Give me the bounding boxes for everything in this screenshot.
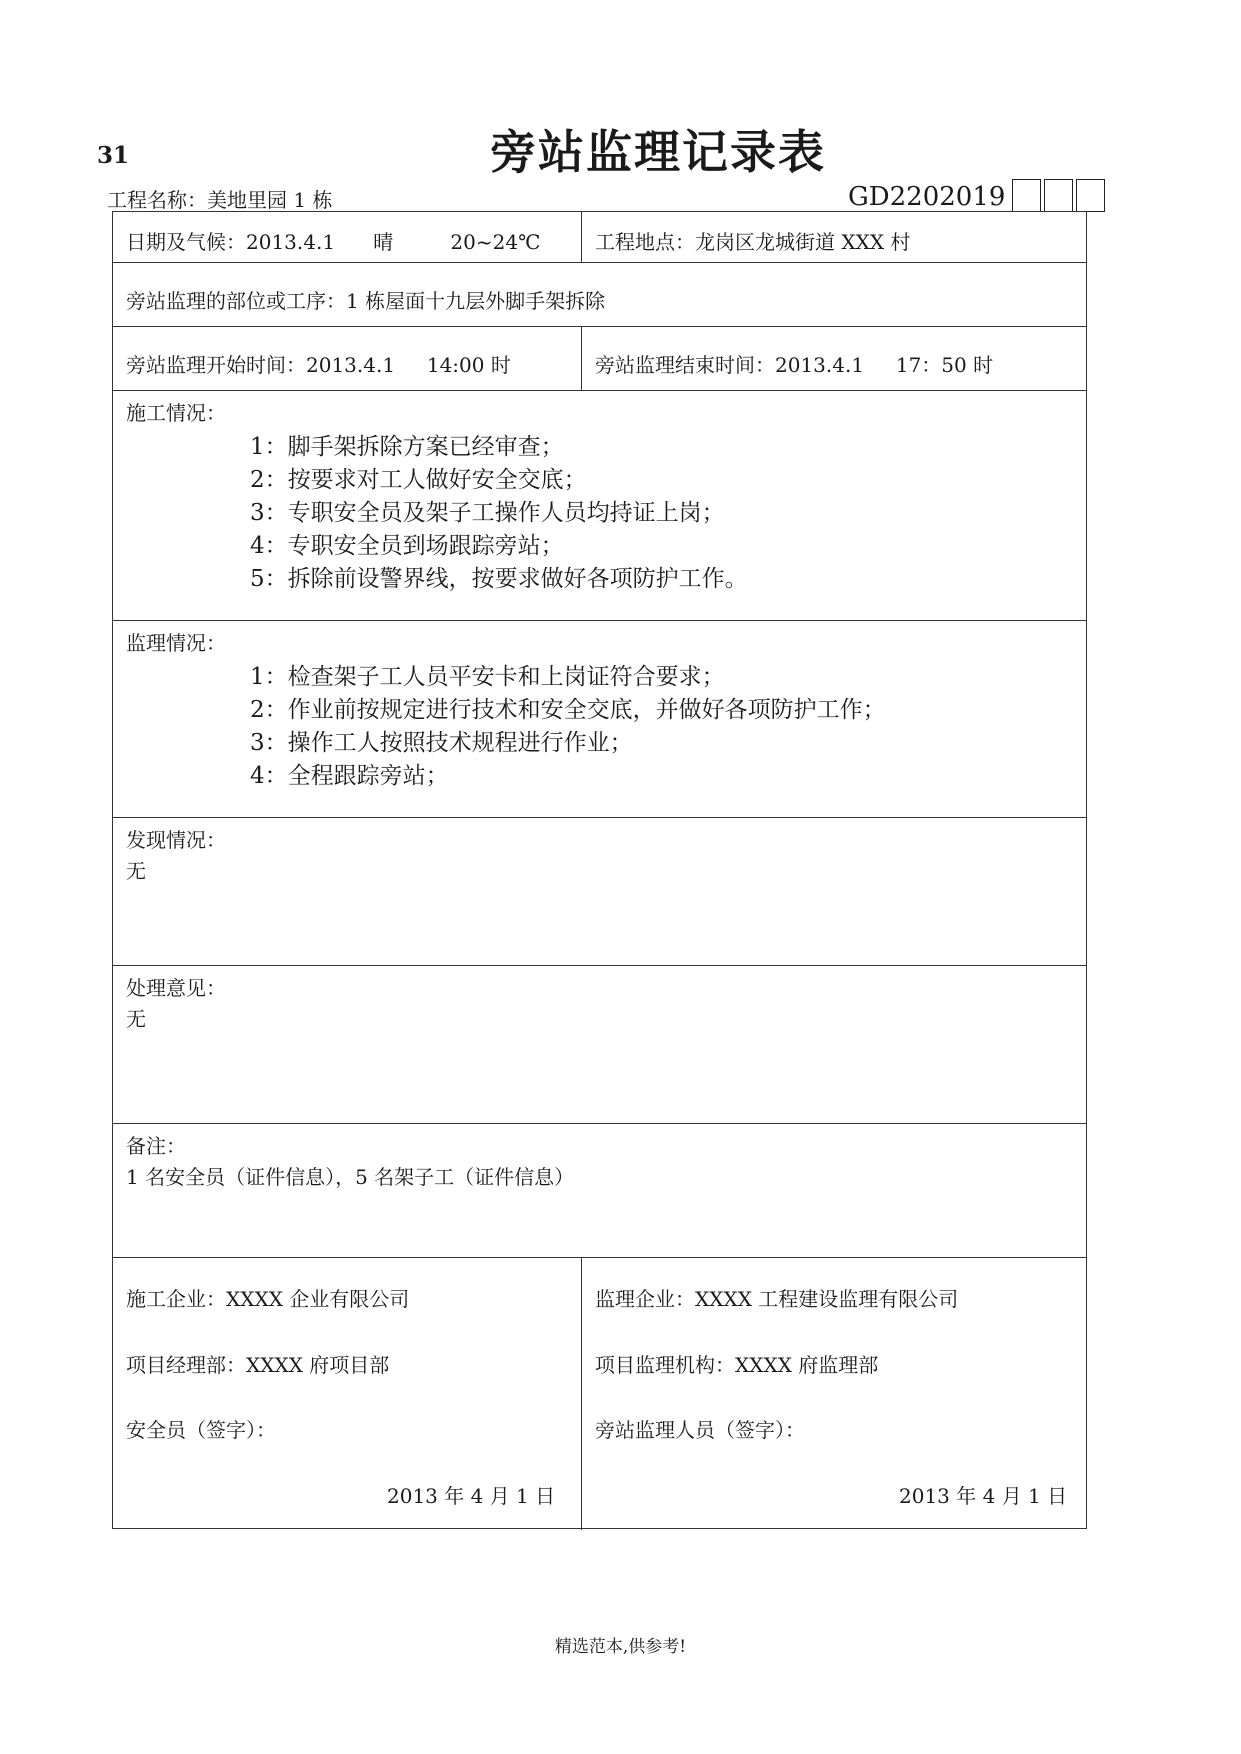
- project-name: 工程名称：美地里园 1 栋: [107, 188, 333, 212]
- list-item: 4：全程跟踪旁站；: [250, 763, 449, 789]
- record-table: [112, 211, 1087, 1529]
- footer-note: 精选范本,供参考!: [554, 1637, 687, 1657]
- row-supervised-part: [113, 263, 1086, 327]
- list-item: 5：拆除前设警界线，按要求做好各项防护工作。: [250, 566, 748, 592]
- project-department: 项目经理部：XXXX 府项目部: [126, 1353, 390, 1377]
- code-checkbox-3[interactable]: [1076, 179, 1105, 212]
- construction-label: 施工情况：: [126, 401, 226, 425]
- list-item: 3：专职安全员及架子工操作人员均持证上岗；: [250, 500, 725, 526]
- supervision-company: 监理企业：XXXX 工程建设监理有限公司: [595, 1287, 959, 1311]
- opinion-label: 处理意见：: [126, 976, 226, 1000]
- remarks-text: 1 名安全员（证件信息），5 名架子工（证件信息）: [126, 1165, 575, 1189]
- project-location: 工程地点：龙岗区龙城街道 XXX 村: [595, 230, 911, 254]
- left-sign-date: 2013 年 4 月 1 日: [387, 1484, 556, 1508]
- page-title: 旁站监理记录表: [490, 125, 826, 179]
- safety-officer-signature: 安全员（签字）：: [126, 1418, 276, 1442]
- opinion-text: 无: [126, 1007, 146, 1031]
- code-checkbox-1[interactable]: [1012, 179, 1041, 212]
- form-code-group: [848, 178, 1105, 212]
- construction-company: 施工企业：XXXX 企业有限公司: [126, 1287, 410, 1311]
- row-date-location: [113, 212, 1086, 263]
- supervision-label: 监理情况：: [126, 631, 226, 655]
- column-divider: [581, 212, 582, 262]
- findings-text: 无: [126, 859, 146, 883]
- section-supervision: [113, 621, 1086, 818]
- supervision-department: 项目监理机构：XXXX 府监理部: [595, 1353, 879, 1377]
- list-item: 3：操作工人按照技术规程进行作业；: [250, 730, 633, 756]
- date-weather: 日期及气候：2013.4.1 晴 20~24℃: [126, 230, 541, 254]
- section-signatures: [113, 1258, 1086, 1530]
- column-divider: [581, 327, 582, 390]
- remarks-label: 备注：: [126, 1134, 186, 1158]
- section-findings: [113, 818, 1086, 966]
- right-sign-date: 2013 年 4 月 1 日: [899, 1484, 1068, 1508]
- section-remarks: [113, 1124, 1086, 1258]
- page-number: 31: [97, 142, 130, 169]
- end-time: 旁站监理结束时间：2013.4.1 17：50 时: [595, 353, 994, 377]
- list-item: 1：检查架子工人员平安卡和上岗证符合要求；: [250, 664, 725, 690]
- code-checkbox-2[interactable]: [1044, 179, 1073, 212]
- column-divider: [581, 1258, 582, 1530]
- list-item: 1：脚手架拆除方案已经审查；: [250, 434, 564, 460]
- findings-label: 发现情况：: [126, 828, 226, 852]
- list-item: 4：专职安全员到场跟踪旁站；: [250, 533, 564, 559]
- list-item: 2：作业前按规定进行技术和安全交底，并做好各项防护工作；: [250, 697, 886, 723]
- section-opinion: [113, 966, 1086, 1124]
- supervised-part: 旁站监理的部位或工序：1 栋屋面十九层外脚手架拆除: [126, 289, 606, 313]
- row-time: [113, 327, 1086, 391]
- list-item: 2：按要求对工人做好安全交底；: [250, 467, 587, 493]
- supervisor-signature: 旁站监理人员（签字）：: [595, 1418, 805, 1442]
- start-time: 旁站监理开始时间：2013.4.1 14:00 时: [126, 353, 511, 377]
- form-code: GD2202019: [848, 182, 1006, 212]
- section-construction: [113, 391, 1086, 621]
